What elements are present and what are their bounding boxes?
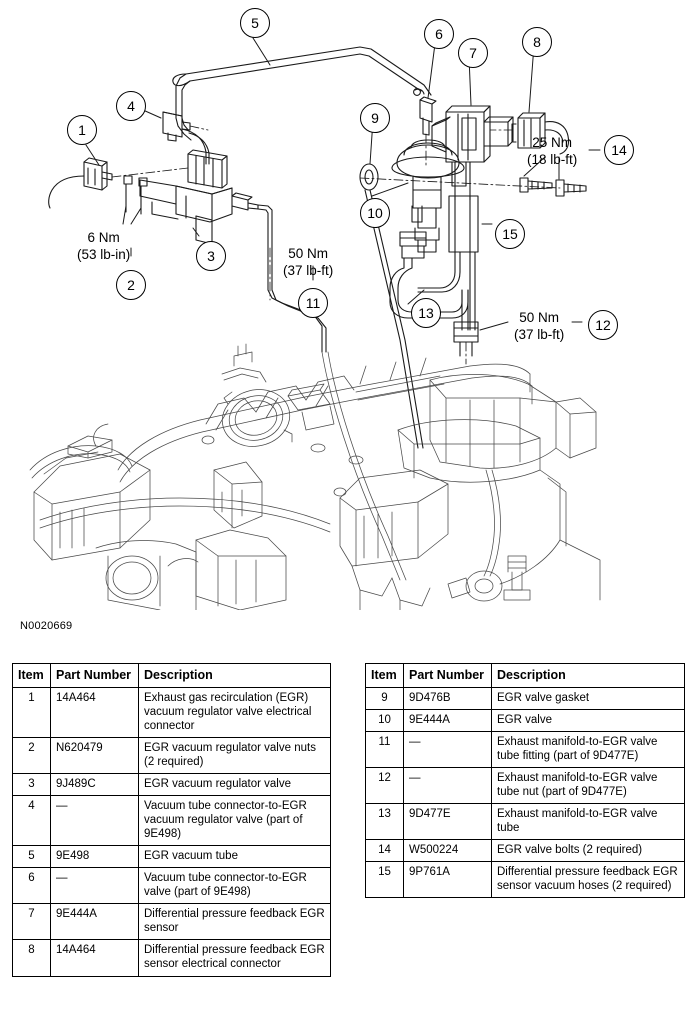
parts-table-right	[365, 663, 685, 898]
cell-part-number: —	[404, 768, 492, 804]
callout-1	[67, 115, 97, 145]
callout-2	[116, 270, 146, 300]
cell-description: Vacuum tube connector-to-EGR vacuum regulator valve (part of 9E498)	[139, 796, 331, 846]
column-header-description: Description	[139, 664, 331, 688]
cell-description: Differential pressure feedback EGR sensor	[139, 904, 331, 940]
callout-6	[424, 19, 454, 49]
callout-label: 7	[469, 45, 477, 61]
torque-imperial: (37 lb-ft)	[283, 263, 334, 279]
cell-item: 7	[13, 904, 51, 940]
callout-10	[360, 198, 390, 228]
table-row	[366, 710, 685, 732]
table-row	[13, 774, 331, 796]
cell-part-number: 14A464	[51, 688, 139, 738]
table-row	[366, 862, 685, 898]
callout-label: 4	[127, 98, 135, 114]
table-row	[13, 688, 331, 738]
cell-item: 1	[13, 688, 51, 738]
callout-13	[411, 298, 441, 328]
cell-description: Vacuum tube connector-to-EGR valve (part of 9E498)	[139, 868, 331, 904]
callout-14	[604, 135, 634, 165]
callout-label: 5	[251, 15, 259, 31]
torque-metric: 50 Nm	[519, 310, 560, 325]
cell-item: 14	[366, 840, 404, 862]
callout-label: 3	[207, 248, 215, 264]
table-row	[366, 688, 685, 710]
cell-part-number: 9J489C	[51, 774, 139, 796]
cell-item: 13	[366, 804, 404, 840]
callout-label: 1	[78, 122, 86, 138]
callout-11	[298, 288, 328, 318]
cell-item: 5	[13, 846, 51, 868]
table-row	[366, 768, 685, 804]
table-header-row	[366, 664, 685, 688]
callout-label: 6	[435, 26, 443, 42]
table-row	[366, 804, 685, 840]
cell-item: 15	[366, 862, 404, 898]
table-row	[366, 732, 685, 768]
cell-part-number: —	[404, 732, 492, 768]
column-header-part-number: Part Number	[51, 664, 139, 688]
torque-metric: 6 Nm	[87, 230, 120, 245]
cell-description: Exhaust manifold-to-EGR valve tube nut (part of 9D477E)	[492, 768, 685, 804]
callout-label: 13	[418, 305, 434, 321]
callout-label: 2	[127, 277, 135, 293]
cell-item: 10	[366, 710, 404, 732]
cell-description: Exhaust manifold-to-EGR valve tube fitting (part of 9D477E)	[492, 732, 685, 768]
column-header-part-number: Part Number	[404, 664, 492, 688]
cell-item: 4	[13, 796, 51, 846]
callout-label: 11	[305, 295, 321, 311]
cell-description: Differential pressure feedback EGR sensor electrical connector	[139, 940, 331, 976]
parts-table-left	[12, 663, 331, 977]
cell-description: EGR vacuum regulator valve nuts (2 required)	[139, 738, 331, 774]
table-row	[13, 738, 331, 774]
torque-metric: 50 Nm	[288, 246, 329, 261]
cell-part-number: 9D476B	[404, 688, 492, 710]
cell-part-number: —	[51, 796, 139, 846]
torque-spec-25nm	[527, 134, 577, 169]
cell-description: EGR valve	[492, 710, 685, 732]
cell-description: EGR valve gasket	[492, 688, 685, 710]
callout-label: 8	[533, 34, 541, 50]
cell-part-number: 14A464	[51, 940, 139, 976]
cell-part-number: W500224	[404, 840, 492, 862]
cell-item: 12	[366, 768, 404, 804]
callout-7	[458, 38, 488, 68]
callout-label: 15	[502, 226, 518, 242]
callout-8	[522, 27, 552, 57]
callout-label: 12	[595, 317, 611, 333]
cell-description: Differential pressure feedback EGR sensor vacuum hoses (2 required)	[492, 862, 685, 898]
table-row	[366, 840, 685, 862]
cell-description: Exhaust manifold-to-EGR valve tube	[492, 804, 685, 840]
callout-3	[196, 241, 226, 271]
cell-item: 6	[13, 868, 51, 904]
cell-description: Exhaust gas recirculation (EGR) vacuum regulator valve electrical connector	[139, 688, 331, 738]
cell-part-number: 9E444A	[404, 710, 492, 732]
cell-part-number: N620479	[51, 738, 139, 774]
column-header-item: Item	[13, 664, 51, 688]
table-row	[13, 846, 331, 868]
cell-item: 2	[13, 738, 51, 774]
cell-item: 8	[13, 940, 51, 976]
cell-part-number: 9D477E	[404, 804, 492, 840]
table-row	[13, 904, 331, 940]
cell-description: EGR vacuum tube	[139, 846, 331, 868]
callout-label: 10	[367, 205, 383, 221]
torque-imperial: (37 lb-ft)	[514, 327, 565, 343]
cell-part-number: 9E498	[51, 846, 139, 868]
torque-spec-50nm-item11	[283, 245, 333, 280]
table-header-row	[13, 664, 331, 688]
torque-spec-6nm	[77, 229, 130, 264]
torque-imperial: (18 lb-ft)	[527, 152, 578, 168]
figure-id: N0020669	[20, 620, 73, 632]
table-row	[13, 796, 331, 846]
cell-description: EGR vacuum regulator valve	[139, 774, 331, 796]
cell-part-number: —	[51, 868, 139, 904]
torque-imperial: (53 lb-in)	[77, 247, 131, 263]
callout-5	[240, 8, 270, 38]
cell-item: 9	[366, 688, 404, 710]
callout-12	[588, 310, 618, 340]
cell-item: 11	[366, 732, 404, 768]
column-header-description: Description	[492, 664, 685, 688]
callout-9	[360, 103, 390, 133]
cell-part-number: 9E444A	[51, 904, 139, 940]
callout-15	[495, 219, 525, 249]
table-row	[13, 868, 331, 904]
torque-metric: 25 Nm	[532, 135, 573, 150]
callout-4	[116, 91, 146, 121]
cell-item: 3	[13, 774, 51, 796]
cell-description: EGR valve bolts (2 required)	[492, 840, 685, 862]
column-header-item: Item	[366, 664, 404, 688]
torque-spec-50nm-item12	[514, 309, 564, 344]
callout-label: 14	[611, 142, 627, 158]
callout-label: 9	[371, 110, 379, 126]
table-row	[13, 940, 331, 976]
cell-part-number: 9P761A	[404, 862, 492, 898]
